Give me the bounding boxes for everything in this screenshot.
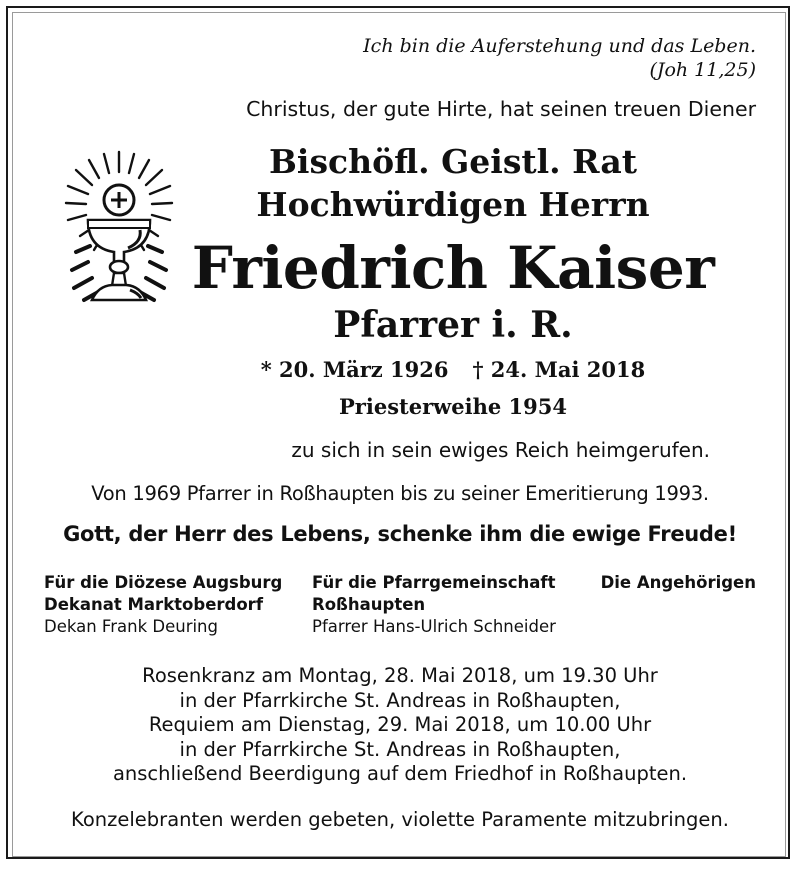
signatory-person: Dekan Frank Deuring: [44, 617, 218, 636]
service-line: in der Pfarrkirche St. Andreas in Roßhaupten,: [179, 737, 621, 761]
career-text: Von 1969 Pfarrer in Roßhaupten bis zu seiner Emeritierung 1993.: [91, 482, 709, 505]
signatory-parish: [312, 572, 556, 638]
signatory-person: Pfarrer Hans-Ulrich Schneider: [312, 617, 556, 636]
signatory-diocese: [44, 572, 282, 638]
service-line: in der Pfarrkirche St. Andreas in Roßhaupten,: [179, 688, 621, 712]
signatory-line: Dekanat Marktoberdorf: [44, 595, 263, 614]
services-block: [0, 664, 800, 787]
clerical-title: Bischöfl. Geistl. Rat: [269, 142, 637, 181]
called-home-text: zu sich in sein ewiges Reich heimgerufen.: [291, 438, 710, 462]
intro-text: Christus, der gute Hirte, hat seinen treuen Diener: [246, 97, 756, 121]
concelebrants-note: Konzelebranten werden gebeten, violette Paramente mitzubringen.: [71, 808, 729, 831]
service-line: anschließend Beerdigung auf dem Friedhof in Roßhaupten.: [112, 762, 688, 786]
bible-verse: Ich bin die Auferstehung und das Leben.: [363, 35, 756, 57]
signatory-line: Die Angehörigen: [600, 573, 756, 592]
signatory-family: [601, 572, 756, 594]
deceased-office: Pfarrer i. R.: [333, 304, 573, 346]
blessing-text: Gott, der Herr des Lebens, schenke ihm die ewige Freude!: [63, 522, 737, 546]
bible-reference: (Joh 11,25): [649, 59, 756, 81]
honorific: Hochwürdigen Herrn: [256, 185, 650, 224]
death-date: † 24. Mai 2018: [472, 357, 646, 382]
signatory-line: Roßhaupten: [312, 595, 426, 614]
life-dates: [0, 357, 800, 382]
birth-date: * 20. März 1926: [260, 357, 449, 382]
deceased-name: Friedrich Kaiser: [191, 234, 715, 302]
ordination-year: Priesterweihe 1954: [339, 394, 567, 419]
signatory-line: Für die Pfarrgemeinschaft: [312, 573, 556, 592]
service-line: Requiem am Dienstag, 29. Mai 2018, um 10.00 Uhr: [148, 713, 652, 737]
signatory-line: Für die Diözese Augsburg: [44, 573, 283, 592]
service-line: Rosenkranz am Montag, 28. Mai 2018, um 19.30 Uhr: [142, 664, 658, 687]
